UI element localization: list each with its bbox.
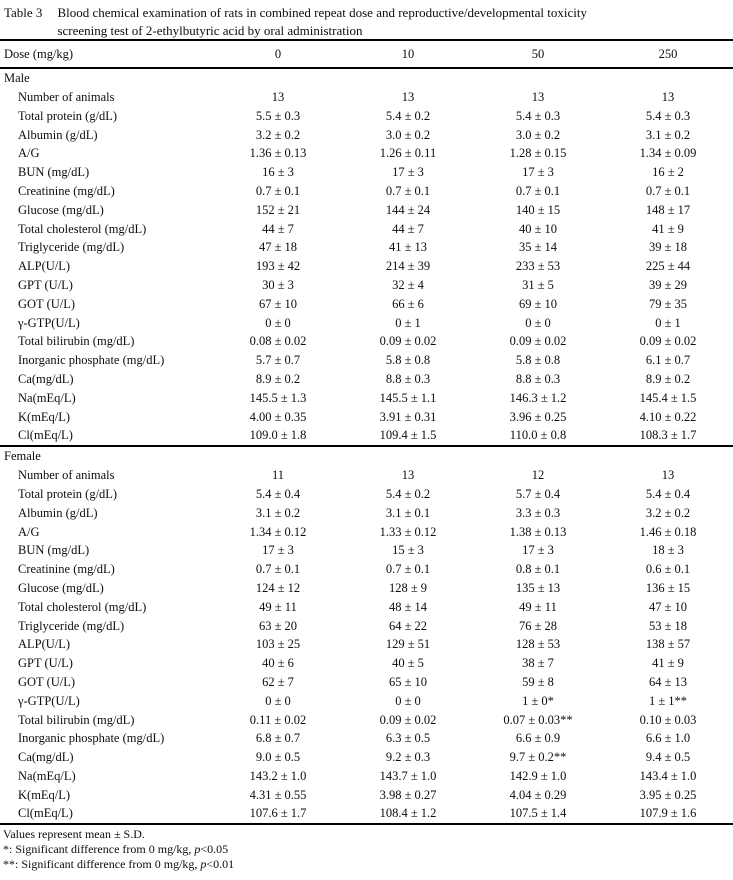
value-cell: 44 ± 7 <box>392 221 424 236</box>
value-cell: 3.0 ± 0.2 <box>385 127 431 142</box>
table-row <box>0 804 733 823</box>
dose-column-header: 0 <box>274 47 282 61</box>
value-cell: 66 ± 6 <box>392 296 424 311</box>
value-cell: 13 <box>401 468 415 483</box>
dose-header-row <box>0 41 733 67</box>
table-row <box>0 295 733 314</box>
value-cell: 0.07 ± 0.03** <box>503 712 573 727</box>
table-row <box>0 617 733 636</box>
value-cell: 9.7 ± 0.2** <box>509 750 567 765</box>
table-row <box>0 351 733 370</box>
value-cell: 11 <box>271 468 285 483</box>
row-label: BUN (mg/dL) <box>18 543 90 558</box>
value-cell: 17 ± 3 <box>262 543 294 558</box>
value-cell: 3.1 ± 0.2 <box>645 127 691 142</box>
dose-column-header: 10 <box>401 47 415 61</box>
value-cell: 59 ± 8 <box>522 674 554 689</box>
table-row <box>0 163 733 182</box>
table-caption-line2: screening test of 2-ethylbutyric acid by oral administration <box>57 22 363 38</box>
value-cell: 144 ± 24 <box>385 202 431 217</box>
row-label: Ca(mg/dL) <box>18 371 74 386</box>
dose-header-label: Dose (mg/kg) <box>4 47 74 61</box>
value-cell: 4.00 ± 0.35 <box>249 409 307 424</box>
value-cell: 6.6 ± 1.0 <box>645 731 691 746</box>
value-cell: 4.10 ± 0.22 <box>639 409 697 424</box>
row-label: ALP(U/L) <box>18 259 71 274</box>
value-cell: 4.04 ± 0.29 <box>509 787 567 802</box>
dose-column-header: 50 <box>531 47 545 61</box>
value-cell: 0.7 ± 0.1 <box>385 183 431 198</box>
row-label: GOT (U/L) <box>18 674 76 689</box>
table-row <box>0 257 733 276</box>
value-cell: 53 ± 18 <box>648 618 688 633</box>
value-cell: 1 ± 0* <box>522 693 554 708</box>
value-cell: 3.98 ± 0.27 <box>379 787 437 802</box>
value-cell: 76 ± 28 <box>518 618 558 633</box>
row-label: Albumin (g/dL) <box>18 127 98 142</box>
value-cell: 138 ± 57 <box>645 637 691 652</box>
table-row <box>0 314 733 333</box>
table-caption <box>57 4 727 39</box>
value-cell: 128 ± 53 <box>515 637 561 652</box>
row-label: Total cholesterol (mg/dL) <box>18 599 147 614</box>
value-cell: 17 ± 3 <box>392 165 424 180</box>
table-row <box>0 598 733 617</box>
value-cell: 3.96 ± 0.25 <box>509 409 567 424</box>
value-cell: 3.1 ± 0.2 <box>255 505 301 520</box>
row-label: Total cholesterol (mg/dL) <box>18 221 147 236</box>
value-cell: 9.0 ± 0.5 <box>255 750 301 765</box>
row-label: K(mEq/L) <box>18 787 71 802</box>
value-cell: 8.9 ± 0.2 <box>645 371 691 386</box>
value-cell: 9.2 ± 0.3 <box>385 750 431 765</box>
value-cell: 124 ± 12 <box>255 580 301 595</box>
row-label: Total bilirubin (mg/dL) <box>18 334 135 349</box>
section-header: Male <box>4 71 30 85</box>
table-number: Table 3 <box>4 5 43 20</box>
row-label: Triglyceride (mg/dL) <box>18 618 125 633</box>
value-cell: 0.09 ± 0.02 <box>509 334 567 349</box>
value-cell: 108.4 ± 1.2 <box>379 806 437 821</box>
value-cell: 18 ± 3 <box>652 543 684 558</box>
value-cell: 145.5 ± 1.3 <box>249 390 307 405</box>
row-label: Number of animals <box>18 90 115 104</box>
value-cell: 40 ± 5 <box>392 656 424 671</box>
row-label: Creatinine (mg/dL) <box>18 562 115 577</box>
value-cell: 0 ± 1 <box>655 315 681 330</box>
footnote-line <box>3 827 733 842</box>
row-label: BUN (mg/dL) <box>18 165 90 180</box>
row-label: Creatinine (mg/dL) <box>18 183 115 198</box>
table-row <box>0 88 733 107</box>
value-cell: 0.08 ± 0.02 <box>249 334 307 349</box>
row-label: Glucose (mg/dL) <box>18 580 104 595</box>
value-cell: 41 ± 9 <box>652 221 684 236</box>
value-cell: 12 <box>531 468 545 483</box>
value-cell: 64 ± 22 <box>388 618 428 633</box>
table-row <box>0 523 733 542</box>
row-label: Cl(mEq/L) <box>18 428 73 443</box>
row-label: Na(mEq/L) <box>18 768 76 783</box>
row-label: Total protein (g/dL) <box>18 486 118 501</box>
value-cell: 47 ± 18 <box>258 240 298 255</box>
value-cell: 0 ± 0 <box>265 315 291 330</box>
table-row <box>0 767 733 786</box>
row-label: Inorganic phosphate (mg/dL) <box>18 353 165 368</box>
value-cell: 129 ± 51 <box>385 637 431 652</box>
value-cell: 146.3 ± 1.2 <box>509 390 567 405</box>
value-cell: 49 ± 11 <box>259 599 297 614</box>
value-cell: 5.4 ± 0.4 <box>645 486 691 501</box>
value-cell: 13 <box>531 90 545 104</box>
table-row <box>0 711 733 730</box>
value-cell: 15 ± 3 <box>392 543 424 558</box>
value-cell: 5.4 ± 0.2 <box>385 486 431 501</box>
value-cell: 13 <box>661 468 675 483</box>
value-cell: 193 ± 42 <box>255 259 301 274</box>
value-cell: 225 ± 44 <box>645 259 691 274</box>
table-row <box>0 748 733 767</box>
table-row <box>0 126 733 145</box>
value-cell: 135 ± 13 <box>515 580 561 595</box>
table-row <box>0 220 733 239</box>
row-label: γ-GTP(U/L) <box>18 315 80 330</box>
value-cell: 8.8 ± 0.3 <box>385 371 431 386</box>
value-cell: 152 ± 21 <box>255 202 301 217</box>
value-cell: 143.2 ± 1.0 <box>249 768 307 783</box>
footnote-text: *: Significant difference from 0 mg/kg, <box>3 842 195 857</box>
table-row <box>0 426 733 445</box>
table-row <box>0 389 733 408</box>
value-cell: 49 ± 11 <box>519 599 557 614</box>
value-cell: 47 ± 10 <box>648 599 688 614</box>
value-cell: 1.34 ± 0.09 <box>639 146 697 161</box>
row-label: Total bilirubin (mg/dL) <box>18 712 135 727</box>
value-cell: 40 ± 10 <box>518 221 558 236</box>
value-cell: 1.26 ± 0.11 <box>379 146 437 161</box>
value-cell: 142.9 ± 1.0 <box>509 768 567 783</box>
value-cell: 5.4 ± 0.3 <box>515 108 561 123</box>
value-cell: 3.3 ± 0.3 <box>515 505 561 520</box>
value-cell: 5.7 ± 0.7 <box>255 353 301 368</box>
value-cell: 1 ± 1** <box>648 693 688 708</box>
footnote-text: **: Significant difference from 0 mg/kg, <box>3 857 201 872</box>
table-row <box>0 201 733 220</box>
value-cell: 30 ± 3 <box>262 277 294 292</box>
value-cell: 79 ± 35 <box>648 296 688 311</box>
table-row <box>0 182 733 201</box>
value-cell: 1.38 ± 0.13 <box>509 524 567 539</box>
value-cell: 5.4 ± 0.4 <box>255 486 301 501</box>
value-cell: 17 ± 3 <box>522 165 554 180</box>
value-cell: 5.4 ± 0.3 <box>645 108 691 123</box>
value-cell: 3.2 ± 0.2 <box>645 505 691 520</box>
table-row <box>0 370 733 389</box>
value-cell: 32 ± 4 <box>392 277 424 292</box>
value-cell: 6.3 ± 0.5 <box>385 731 431 746</box>
value-cell: 233 ± 53 <box>515 259 561 274</box>
row-label: γ-GTP(U/L) <box>18 693 80 708</box>
value-cell: 13 <box>401 90 415 104</box>
value-cell: 39 ± 18 <box>648 240 688 255</box>
section-header: Female <box>4 449 41 464</box>
value-cell: 108.3 ± 1.7 <box>639 428 697 443</box>
value-cell: 6.1 ± 0.7 <box>645 353 691 368</box>
value-cell: 6.6 ± 0.9 <box>515 731 561 746</box>
footnote-text: p <box>194 842 201 857</box>
value-cell: 0.7 ± 0.1 <box>255 183 301 198</box>
table-row <box>0 504 733 523</box>
value-cell: 1.36 ± 0.13 <box>249 146 307 161</box>
value-cell: 8.8 ± 0.3 <box>515 371 561 386</box>
table-row <box>0 107 733 126</box>
value-cell: 4.31 ± 0.55 <box>249 787 307 802</box>
value-cell: 0 ± 1 <box>395 315 421 330</box>
row-label: Ca(mg/dL) <box>18 750 74 765</box>
footnotes <box>0 825 733 872</box>
value-cell: 136 ± 15 <box>645 580 691 595</box>
table-sections <box>0 69 733 823</box>
value-cell: 1.28 ± 0.15 <box>509 146 567 161</box>
row-label: GPT (U/L) <box>18 277 73 292</box>
value-cell: 140 ± 15 <box>515 202 561 217</box>
value-cell: 0.7 ± 0.1 <box>645 183 691 198</box>
value-cell: 9.4 ± 0.5 <box>645 750 691 765</box>
value-cell: 39 ± 29 <box>648 277 688 292</box>
value-cell: 145.4 ± 1.5 <box>639 390 697 405</box>
row-label: A/G <box>18 146 40 161</box>
table-row <box>0 673 733 692</box>
table-row <box>0 276 733 295</box>
value-cell: 0.09 ± 0.02 <box>639 334 697 349</box>
row-label: Number of animals <box>18 468 115 483</box>
table-title <box>0 0 733 39</box>
value-cell: 0.11 ± 0.02 <box>249 712 307 727</box>
value-cell: 103 ± 25 <box>255 637 301 652</box>
footnote-line <box>3 857 733 872</box>
value-cell: 107.6 ± 1.7 <box>249 806 307 821</box>
table-row <box>0 238 733 257</box>
value-cell: 38 ± 7 <box>522 656 554 671</box>
value-cell: 1.46 ± 0.18 <box>639 524 697 539</box>
value-cell: 16 ± 2 <box>652 165 684 180</box>
footnote-text: p <box>200 857 207 872</box>
table-row <box>0 541 733 560</box>
table-row <box>0 485 733 504</box>
value-cell: 110.0 ± 0.8 <box>509 428 567 443</box>
value-cell: 214 ± 39 <box>385 259 431 274</box>
value-cell: 109.0 ± 1.8 <box>249 428 307 443</box>
value-cell: 0 ± 0 <box>265 693 291 708</box>
value-cell: 41 ± 13 <box>388 240 428 255</box>
row-label: GPT (U/L) <box>18 656 73 671</box>
table-row <box>0 635 733 654</box>
row-label: Albumin (g/dL) <box>18 505 98 520</box>
footnote-line <box>3 842 733 857</box>
value-cell: 40 ± 6 <box>262 656 294 671</box>
value-cell: 65 ± 10 <box>388 674 428 689</box>
table-row <box>0 332 733 351</box>
value-cell: 5.8 ± 0.8 <box>385 353 431 368</box>
value-cell: 41 ± 9 <box>652 656 684 671</box>
table-row <box>0 579 733 598</box>
value-cell: 145.5 ± 1.1 <box>379 390 437 405</box>
value-cell: 17 ± 3 <box>522 543 554 558</box>
value-cell: 0.6 ± 0.1 <box>645 562 691 577</box>
value-cell: 0.7 ± 0.1 <box>255 562 301 577</box>
row-label: K(mEq/L) <box>18 409 71 424</box>
table-row <box>0 144 733 163</box>
table-row <box>0 692 733 711</box>
row-label: Triglyceride (mg/dL) <box>18 240 125 255</box>
value-cell: 143.7 ± 1.0 <box>379 768 437 783</box>
value-cell: 31 ± 5 <box>522 277 554 292</box>
value-cell: 8.9 ± 0.2 <box>255 371 301 386</box>
table-row <box>0 729 733 748</box>
value-cell: 107.5 ± 1.4 <box>509 806 567 821</box>
value-cell: 5.5 ± 0.3 <box>255 108 301 123</box>
value-cell: 35 ± 14 <box>518 240 558 255</box>
value-cell: 5.4 ± 0.2 <box>385 108 431 123</box>
value-cell: 148 ± 17 <box>645 202 691 217</box>
value-cell: 107.9 ± 1.6 <box>639 806 697 821</box>
value-cell: 0.8 ± 0.1 <box>515 562 561 577</box>
value-cell: 69 ± 10 <box>518 296 558 311</box>
value-cell: 5.7 ± 0.4 <box>515 486 561 501</box>
table-row <box>0 560 733 579</box>
value-cell: 0.09 ± 0.02 <box>379 712 437 727</box>
value-cell: 1.34 ± 0.12 <box>249 524 307 539</box>
footnote-text: <0.01 <box>206 857 235 872</box>
row-label: Inorganic phosphate (mg/dL) <box>18 731 165 746</box>
value-cell: 1.33 ± 0.12 <box>379 524 437 539</box>
value-cell: 3.91 ± 0.31 <box>379 409 437 424</box>
value-cell: 63 ± 20 <box>258 618 298 633</box>
value-cell: 0 ± 0 <box>395 693 421 708</box>
value-cell: 44 ± 7 <box>262 221 294 236</box>
value-cell: 62 ± 7 <box>262 674 294 689</box>
value-cell: 109.4 ± 1.5 <box>379 428 437 443</box>
value-cell: 0.7 ± 0.1 <box>515 183 561 198</box>
value-cell: 3.95 ± 0.25 <box>639 787 697 802</box>
table-caption-line1: Blood chemical examination of rats in combined repeat dose and reproductive/developmental toxicity <box>57 5 588 20</box>
row-label: Cl(mEq/L) <box>18 806 73 821</box>
value-cell: 67 ± 10 <box>258 296 298 311</box>
value-cell: 0.09 ± 0.02 <box>379 334 437 349</box>
value-cell: 48 ± 14 <box>388 599 428 614</box>
value-cell: 3.2 ± 0.2 <box>255 127 301 142</box>
value-cell: 3.1 ± 0.1 <box>385 505 431 520</box>
row-label: GOT (U/L) <box>18 296 76 311</box>
row-label: ALP(U/L) <box>18 637 71 652</box>
value-cell: 6.8 ± 0.7 <box>255 731 301 746</box>
value-cell: 64 ± 13 <box>648 674 688 689</box>
value-cell: 128 ± 9 <box>388 580 428 595</box>
row-label: Na(mEq/L) <box>18 390 76 405</box>
value-cell: 13 <box>661 90 675 104</box>
value-cell: 0 ± 0 <box>525 315 551 330</box>
value-cell: 13 <box>271 90 285 104</box>
row-label: Total protein (g/dL) <box>18 108 118 123</box>
table-row <box>0 654 733 673</box>
row-label: Glucose (mg/dL) <box>18 202 104 217</box>
row-label: A/G <box>18 524 40 539</box>
value-cell: 5.8 ± 0.8 <box>515 353 561 368</box>
footnote-text: Values represent mean ± S.D. <box>3 827 145 842</box>
value-cell: 0.10 ± 0.03 <box>639 712 697 727</box>
table-row <box>0 466 733 485</box>
value-cell: 16 ± 3 <box>262 165 294 180</box>
value-cell: 0.7 ± 0.1 <box>385 562 431 577</box>
table-row <box>0 786 733 805</box>
value-cell: 3.0 ± 0.2 <box>515 127 561 142</box>
table-row <box>0 408 733 427</box>
dose-column-header: 250 <box>658 47 678 61</box>
footnote-text: <0.05 <box>200 842 229 857</box>
value-cell: 143.4 ± 1.0 <box>639 768 697 783</box>
